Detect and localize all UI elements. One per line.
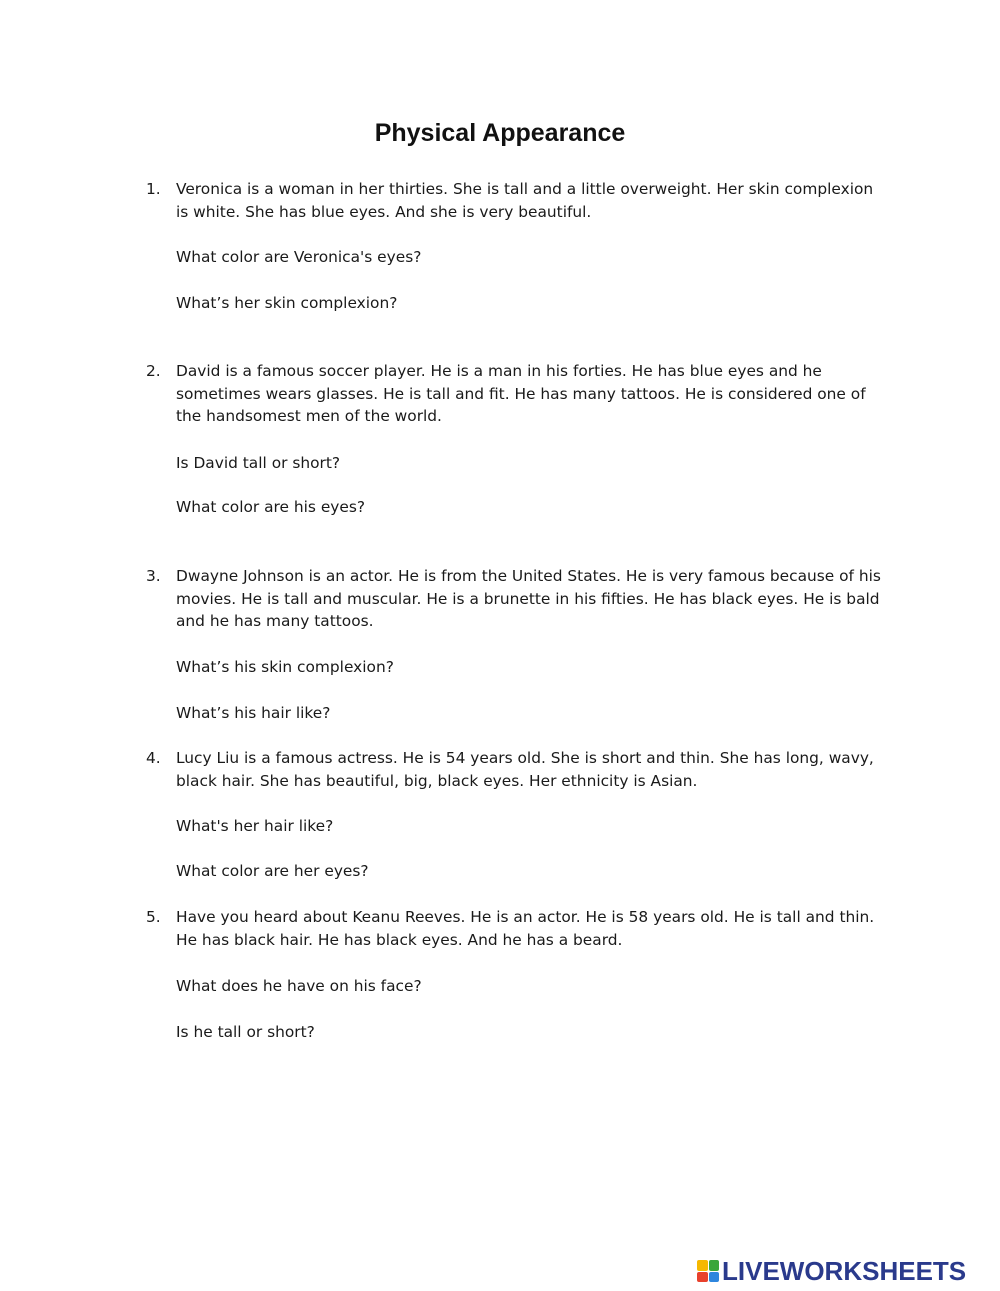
item-paragraph: Veronica is a woman in her thirties. She is tall and a little overweight. Her skin complexion is white. She has blue eyes. And she is very beautiful. (176, 180, 874, 221)
item-number: 4. (146, 749, 161, 767)
item-question: Is David tall or short? (176, 454, 341, 472)
item-number: 2. (146, 362, 161, 380)
item-question: What color are Veronica's eyes? (176, 248, 422, 266)
item-question: What’s her skin complexion? (176, 294, 398, 312)
liveworksheets-logo (697, 1256, 966, 1286)
item-question: What color are his eyes? (176, 498, 366, 516)
item-paragraph: Dwayne Johnson is an actor. He is from the United States. He is very famous because of his movies. He is tall and muscular. He is a brunette in his fifties. He has black eyes. He is bald and he has many tattoos. (176, 567, 881, 630)
logo-block (709, 1260, 720, 1271)
item-question: What does he have on his face? (176, 977, 422, 995)
item-paragraph: Have you heard about Keanu Reeves. He is an actor. He is 58 years old. He is tall and thin. He has black hair. He has black eyes. And he has a beard. (176, 908, 875, 949)
item-question: What color are her eyes? (176, 862, 369, 880)
item-question: Is he tall or short? (176, 1023, 315, 1041)
logo-block (709, 1272, 720, 1283)
item-number: 3. (146, 567, 161, 585)
item-number: 5. (146, 908, 161, 926)
item-question: What’s his hair like? (176, 704, 331, 722)
item-question: What’s his skin complexion? (176, 658, 394, 676)
item-paragraph: Lucy Liu is a famous actress. He is 54 years old. She is short and thin. She has long, wavy, black hair. She has beautiful, big, black eyes. Her ethnicity is Asian. (176, 749, 874, 790)
item-number: 1. (146, 180, 161, 198)
logo-text: LIVEWORKSHEETS (722, 1256, 967, 1286)
logo-block (697, 1260, 708, 1271)
logo-block (697, 1272, 708, 1283)
item-question: What's her hair like? (176, 817, 334, 835)
logo-blocks-icon (697, 1260, 719, 1282)
item-paragraph: David is a famous soccer player. He is a man in his forties. He has blue eyes and he sometimes wears glasses. He is tall and fit. He has many tattoos. He is considered one of the handsomest men of the world. (176, 362, 866, 425)
page-title: Physical Appearance (374, 119, 626, 147)
